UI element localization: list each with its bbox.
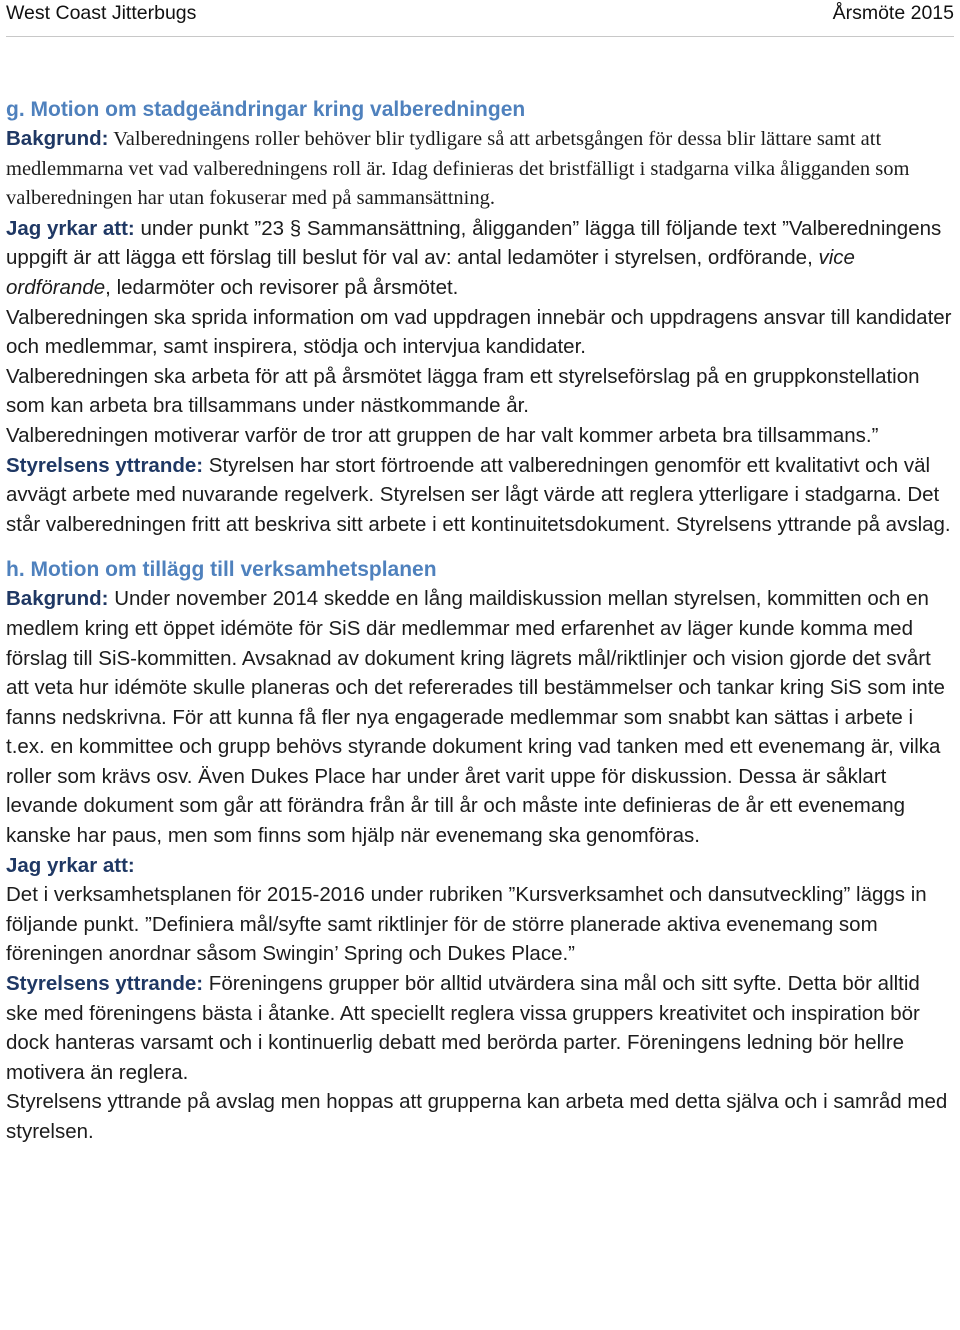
page-header [6, 0, 954, 34]
motion-g-section [6, 96, 954, 539]
board-statement-text: Styrelsen har stort förtroende att valberedningen genomför ett kvalitativt och väl avvägt arbete med nuvarande regelverk. Styrelsen ser lågt värde att reglera ytterligare i stadgarna. Det står valberedningen fritt att beskriva sitt arbete i ett kontinuitetsdokument. Styrelsens yttrande på avslag. [6, 453, 951, 536]
motion-h-final-statement: Styrelsens yttrande på avslag men hoppas att grupperna kan arbeta med detta själva och i samråd med styrelsen. [6, 1090, 948, 1143]
motion-g-paragraph-4: Valberedningen motiverar varför de tror att gruppen de har valt kommer arbeta bra tillsammans.” [6, 423, 879, 447]
claim-label: Jag yrkar att: [6, 853, 135, 877]
background-text: Under november 2014 skedde en lång maildiskussion mellan styrelsen, kommitten och en medlem kring ett öppet idémöte för SiS där medlemmar med erfarenhet av läger kunde komma med förslag till SiS-kommitten. Avsaknad av dokument kring lägrets mål/riktlinjer och vision gjorde det svårt att veta hur idémöte skulle planeras och det refererades till bestämmelser och tankar kring SiS som inte fanns nedskrivna. För att kunna få fler nya engagerade medlemmar som snabbt kan sättas i arbete i t.ex. en kommittee och grupp behövs styrande dokument kring vad tanken med ett evenemang är, vilka roller som krävs osv. Även Dukes Place har under året varit uppe för diskussion. Dessa är såklart levande dokument som går att förändra från år till år och måste inte definieras de år ett evenemang kanske har paus, men som finns som hjälp när evenemang ska genomföras. [6, 587, 945, 848]
motion-g-background [6, 124, 954, 214]
claim-text: under punkt ”23 § Sammansättning, åligganden” lägga till följande text ”Valberedningens uppgift är att lägga ett förslag till beslut för val av: antal ledamöter i styrelsen, ordförande, [6, 216, 942, 270]
motion-g-paragraph-2: Valberedningen ska sprida information om vad uppdragen innebär och uppdragens ansvar till kandidater och medlemmar, samt inspirera, stödja och intervjua kandidater. [6, 305, 952, 359]
motion-h-claim-text: Det i verksamhetsplanen för 2015-2016 under rubriken ”Kursverksamhet och dansutveckling” läggs in följande punkt. ”Definiera mål/syfte samt riktlinjer för de större planerade aktiva evenemang som föreningen anordnar såsom Swingin’ Spring och Dukes Place.” [6, 883, 927, 966]
motion-h-board-statement [6, 969, 954, 1087]
motion-g-title: g. Motion om stadgeändringar kring valberedningen [6, 98, 526, 121]
background-label: Bakgrund: [6, 587, 109, 611]
motion-g-paragraph-3: Valberedningen ska arbeta för att på årsmötet lägga fram ett styrelseförslag på en gruppkonstellation som kan arbeta bra tillsammans under nästkommande år. [6, 364, 920, 418]
header-organization: West Coast Jitterbugs [6, 2, 197, 24]
claim-italic-text: vice ordförande [6, 246, 855, 299]
motion-g-claim [6, 214, 954, 303]
background-label: Bakgrund: [6, 127, 109, 150]
motion-h-section [6, 556, 954, 1146]
motion-h-background [6, 584, 954, 850]
claim-label: Jag yrkar att: [6, 216, 135, 240]
motion-g-board-statement [6, 451, 954, 540]
board-statement-label: Styrelsens yttrande: [6, 453, 204, 477]
header-meeting: Årsmöte 2015 [832, 2, 954, 24]
motion-h-title: h. Motion om tillägg till verksamhetsplanen [6, 558, 437, 582]
background-text: Valberedningens roller behöver blir tydligare så att arbetsgången för dessa blir lättare samt att medlemmarna vet vad valberedningens roll är. Idag definieras det bristfälligt i stadgarna vilka åligganden som valberedningen har utan fokuserar med på sammansättning. [6, 128, 910, 210]
header-divider [6, 36, 954, 37]
board-statement-label: Styrelsens yttrande: [6, 972, 204, 996]
motion-h-claim-label [6, 851, 954, 881]
board-statement-text: Föreningens grupper bör alltid utvärdera sina mål och sitt syfte. Detta bör alltid ske med föreningens bästa i åtanke. Att speciellt reglera vissa gruppers kreativitet och inspiration bör dock hanteras varsamt och i kontinuerlig debatt med berörda parter. Föreningens ledning bör hellre motivera än reglera. [6, 972, 920, 1084]
claim-text-end: , ledarmöter och revisorer på årsmötet. [105, 275, 459, 299]
